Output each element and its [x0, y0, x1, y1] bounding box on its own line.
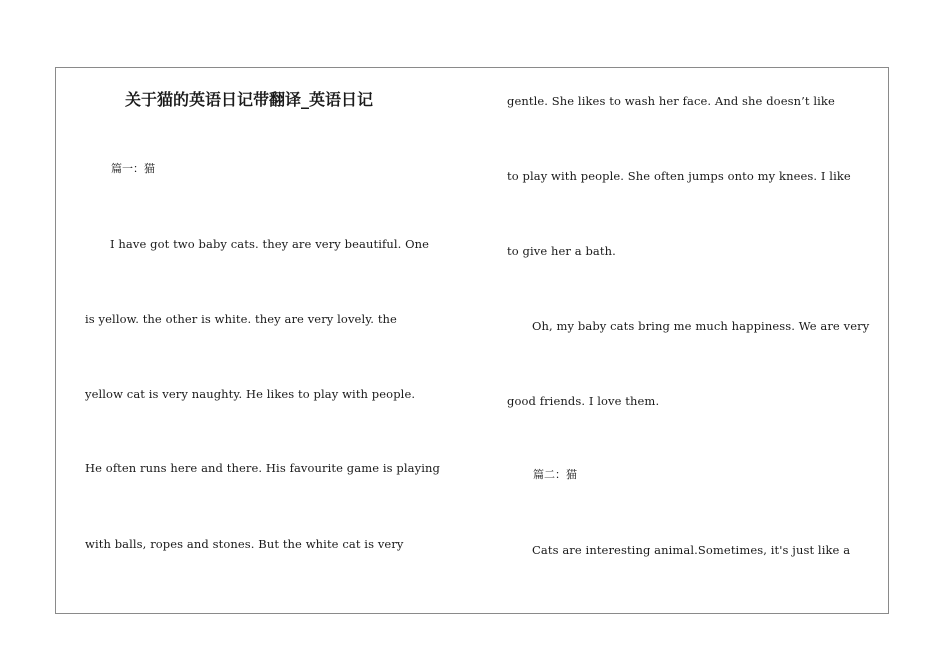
left-line-2: is yellow. the other is white. they are very lovely. the [85, 312, 397, 326]
page-frame [55, 67, 889, 614]
left-line-1: I have got two baby cats. they are very beautiful. One [110, 237, 430, 251]
document-title: 关于猫的英语日记带翻译_英语日记 [125, 90, 374, 109]
left-line-4: He often runs here and there. His favourite game is playing [85, 461, 440, 475]
left-line-5: with balls, ropes and stones. But the white cat is very [85, 537, 404, 551]
right-line-2: to play with people. She often jumps onto my knees. I like [507, 169, 851, 183]
left-line-3: yellow cat is very naughty. He likes to play with people. [85, 387, 416, 401]
right-line-3: to give her a bath. [507, 244, 616, 258]
right-line-6: Cats are interesting animal.Sometimes, it's just like a [532, 543, 851, 557]
right-line-4: Oh, my baby cats bring me much happiness. We are very [532, 319, 870, 333]
section-heading-2: 篇二：猫 [533, 468, 577, 481]
right-line-1: gentle. She likes to wash her face. And she doesn’t like [507, 94, 835, 108]
section-heading-1: 篇一：猫 [111, 162, 155, 175]
right-line-5: good friends. I love them. [507, 394, 660, 408]
